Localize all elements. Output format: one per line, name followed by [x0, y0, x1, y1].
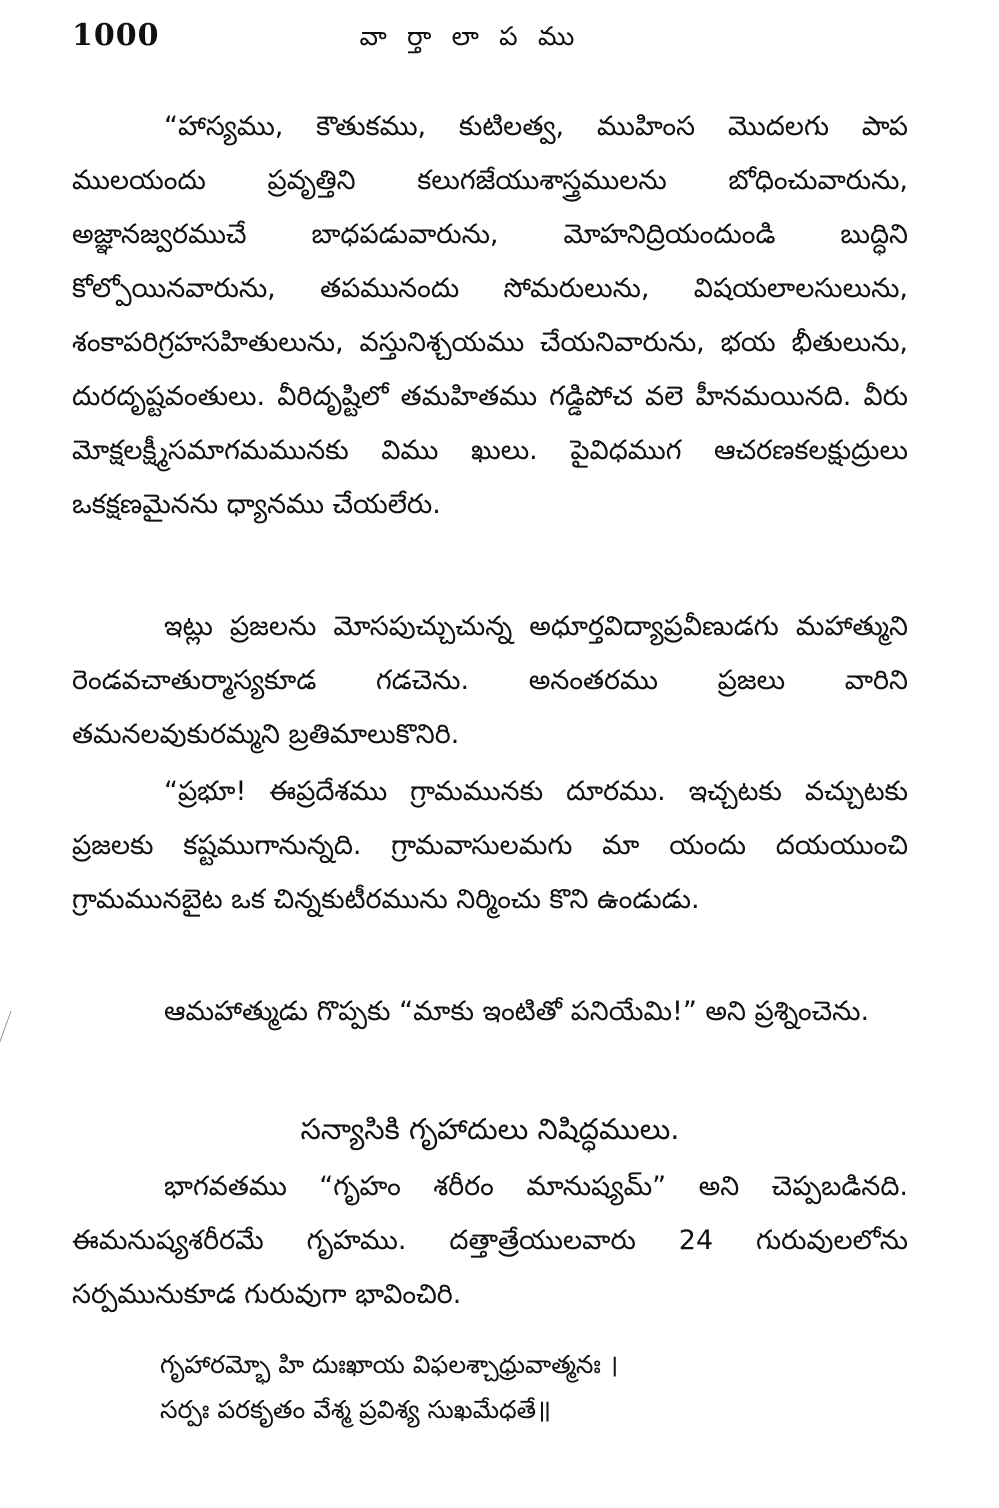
- paragraph-3-text: “ప్రభూ! ఈప్రదేశము గ్రామమునకు దూరము. ఇచ్చటకు వచ్చుటకు ప్రజలకు కష్టముగానున్నది. గ్రామవాసులమగు మా యందు దయయుంచి గ్రామమునబైట ఒక చిన్నకుటీరమును నిర్మించు కొని ఉండుడు.: [72, 776, 908, 915]
- paragraph-4: [72, 985, 908, 1039]
- paragraph-2-text: ఇట్లు ప్రజలను మోసపుచ్చుచున్న అధూర్తవిద్యాప్రవీణుడగు మహాత్ముని రెండవచాతుర్మాస్యకూడ గడచెను. అనంతరము ప్రజలు వారిని తమనలవుకురమ్మని బ్రతిమాలుకొనిరి.: [72, 611, 908, 750]
- paragraph-2: [72, 600, 908, 762]
- section-body: [72, 1160, 908, 1322]
- verse-line-1: గృహారమ్భో హి దుఃఖాయ విఫలశ్చాధ్రువాత్మనః ।: [160, 1350, 619, 1379]
- page-number: 1000: [72, 18, 160, 53]
- paragraph-4-text: ఆమహాత్ముడు గొప్పకు “మాకు ఇంటితో పనియేమి!” అని ప్రశ్నించెను.: [164, 996, 870, 1027]
- section-heading: సన్యాసికి గృహాదులు నిషిద్ధములు.: [300, 1112, 680, 1146]
- paragraph-1-text: “హాస్యము, కౌతుకము, కుటిలత్వ, ముహింస మొదలగు పాప ములయందు ప్రవృత్తిని కలుగజేయుశాస్త్రములను బోధించువారును, అజ్ఞానజ్వరముచే బాధపడువారును, మోహనిద్రియందుండి బుద్ధిని కోల్పోయినవారును, తపమునందు సోమరులును, విషయలాలసులును, శంకాపరిగ్రహసహితులును, వస్తునిశ్చయము చేయనివారును, భయ భీతులును, దురదృష్టవంతులు. వీరిదృష్టిలో తమహితము గడ్డిపోచ వలె హీనమయినది. వీరు మోక్షలక్ష్మీసమాగమమునకు విము ఖులు. పైవిధముగ ఆచరణకలక్షుద్రులు ఒకక్షణమైనను ధ్యానము చేయలేరు.: [72, 111, 908, 520]
- paragraph-1: [72, 100, 908, 532]
- paragraph-3: [72, 765, 908, 927]
- verse-line-2: సర్పః పరకృతం వేశ్మ ప్రవిశ్య సుఖమేధతే॥: [160, 1395, 552, 1424]
- section-body-text: భాగవతము “గృహం శరీరం మానుష్యమ్” అని చెప్పబడినది. ఈమనుష్యశరీరమే గృహము. దత్తాత్రేయులవారు 24 గురువులలోను సర్పమునుకూడ గురువుగా భావించిరి.: [72, 1171, 908, 1310]
- margin-scan-mark: [0, 1011, 11, 1047]
- running-title: వా ర్తా లా ప ము: [359, 22, 581, 52]
